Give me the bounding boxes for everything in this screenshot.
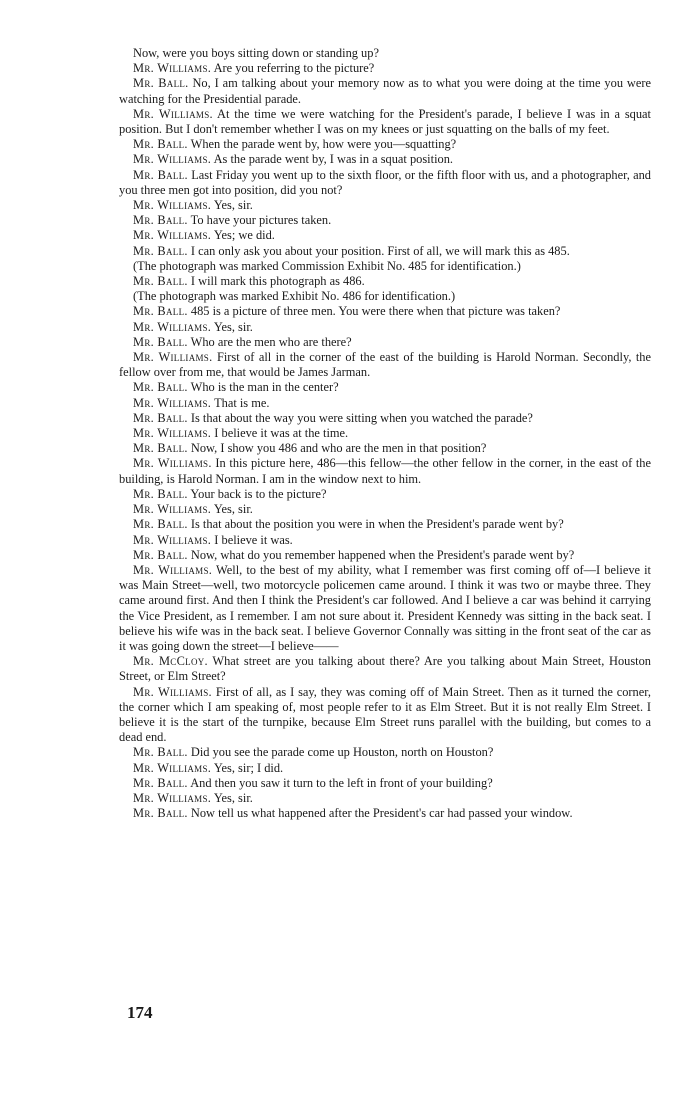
transcript-paragraph — [119, 244, 651, 259]
paragraph-text: That is me. — [214, 395, 270, 410]
speaker-name: Mr. Ball. — [133, 76, 189, 91]
transcript-paragraph — [119, 259, 651, 274]
transcript-paragraph — [119, 806, 651, 821]
speaker-name: Mr. Ball. — [133, 167, 188, 182]
paragraph-text: Your back is to the picture? — [190, 486, 327, 501]
transcript-paragraph — [119, 152, 651, 167]
speaker-name: Mr. Williams. — [133, 760, 212, 775]
paragraph-text: No, I am talking about your memory now as to what you were doing at the time you were watching for the Presidential parade. — [119, 76, 651, 106]
transcript-page — [119, 46, 651, 821]
transcript-paragraph — [119, 441, 651, 456]
transcript-paragraph — [119, 46, 651, 61]
page-number: 174 — [127, 1003, 153, 1022]
speaker-name: Mr. Williams. — [133, 198, 212, 213]
transcript-paragraph — [119, 304, 651, 319]
speaker-name: Mr. Ball. — [133, 274, 188, 289]
transcript-paragraph — [119, 380, 651, 395]
speaker-name: Mr. Williams. — [133, 228, 212, 243]
speaker-name: Mr. Williams. — [133, 395, 212, 410]
transcript-paragraph — [119, 168, 651, 198]
speaker-name: Mr. Williams. — [133, 502, 212, 517]
transcript-paragraph — [119, 76, 651, 106]
speaker-name: Mr. Ball. — [133, 304, 188, 319]
transcript-body — [119, 46, 651, 821]
paragraph-text: When the parade went by, how were you—squatting? — [190, 137, 457, 152]
speaker-name: Mr. Williams. — [133, 319, 212, 334]
speaker-name: Mr. Williams. — [133, 532, 212, 547]
speaker-name: Mr. Ball. — [133, 380, 188, 395]
transcript-paragraph — [119, 289, 651, 304]
paragraph-text: Are you referring to the picture? — [213, 61, 375, 76]
transcript-paragraph — [119, 426, 651, 441]
speaker-name: Mr. Williams. — [133, 426, 212, 441]
transcript-paragraph — [119, 654, 651, 684]
paragraph-text: At the time we were watching for the President's parade, I believe I was in a squat position. But I don't remember whether I was on my knees or just squatting on the balls of my feet. — [119, 106, 651, 137]
paragraph-text: I can only ask you about your position. First of all, we will mark this as 485. — [190, 243, 570, 258]
paragraph-text: First of all in the corner of the east of the building is Harold Norman. Secondly, the fellow over from me, that would be James Jarman. — [119, 350, 651, 380]
speaker-name: Mr. Williams. — [133, 152, 212, 167]
transcript-paragraph — [119, 761, 651, 776]
paragraph-text: Did you see the parade come up Houston, north on Houston? — [190, 745, 494, 760]
speaker-name: Mr. Ball. — [133, 775, 188, 790]
transcript-paragraph — [119, 456, 651, 486]
paragraph-text: In this picture here, 486—this fellow—the other fellow in the corner, in the east of the building, is Harold Norman. I am in the window next to him. — [119, 456, 652, 486]
transcript-paragraph — [119, 776, 651, 791]
paragraph-text: Well, to the best of my ability, what I remember was first coming off of—I believe it was Main Street—well, two motorcycle policemen came around. I think it was two or maybe three. They came around first. And then I think the President's car followed. And I believe a car was behind it carrying the Vice President, as I remember. I am not sure about it. President Kennedy was sitting in the back seat. I believe his wife was in the back seat. I believe Governor Connally was sitting in the front seat of the car as it was going down the street—I believe—— — [119, 562, 652, 653]
transcript-paragraph — [119, 548, 651, 563]
speaker-name: Mr. Williams. — [133, 456, 212, 471]
paragraph-text: Yes, sir. — [213, 319, 253, 334]
speaker-name: Mr. Ball. — [133, 410, 188, 425]
transcript-paragraph — [119, 198, 651, 213]
paragraph-text: I believe it was. — [214, 532, 293, 547]
speaker-name: Mr. Ball. — [133, 213, 188, 228]
paragraph-text: Is that about the way you were sitting when you watched the parade? — [190, 410, 533, 425]
speaker-name: Mr. Williams. — [133, 350, 213, 365]
speaker-name: Mr. Ball. — [133, 517, 188, 532]
speaker-name: Mr. Williams. — [133, 790, 212, 805]
transcript-paragraph — [119, 502, 651, 517]
transcript-paragraph — [119, 685, 651, 746]
speaker-name: Mr. Ball. — [133, 441, 188, 456]
transcript-paragraph — [119, 213, 651, 228]
transcript-paragraph — [119, 487, 651, 502]
speaker-name: Mr. Williams. — [133, 562, 213, 577]
paragraph-text: Now, what do you remember happened when the President's parade went by? — [190, 547, 575, 562]
speaker-name: Mr. Williams. — [133, 61, 212, 76]
paragraph-text: Yes, sir. — [213, 198, 253, 213]
transcript-paragraph — [119, 745, 651, 760]
paragraph-text: Who are the men who are there? — [190, 334, 352, 349]
paragraph-text: Who is the man in the center? — [190, 380, 339, 395]
paragraph-text: Now tell us what happened after the President's car had passed your window. — [190, 806, 573, 821]
transcript-paragraph — [119, 563, 651, 654]
transcript-paragraph — [119, 533, 651, 548]
speaker-name: Mr. Ball. — [133, 486, 188, 501]
speaker-name: Mr. Williams. — [133, 684, 212, 699]
paragraph-text: 485 is a picture of three men. You were there when that picture was taken? — [190, 304, 561, 319]
transcript-paragraph — [119, 228, 651, 243]
paragraph-text: And then you saw it turn to the left in front of your building? — [190, 775, 493, 790]
paragraph-text: Now, I show you 486 and who are the men in that position? — [190, 441, 487, 456]
paragraph-text: To have your pictures taken. — [190, 213, 332, 228]
transcript-paragraph — [119, 335, 651, 350]
transcript-paragraph — [119, 320, 651, 335]
transcript-paragraph — [119, 274, 651, 289]
paragraph-text: What street are you talking about there? Are you talking about Main Street, Houston Street, or Elm Street? — [119, 654, 651, 684]
transcript-paragraph — [119, 350, 651, 380]
paragraph-text: I will mark this photograph as 486. — [190, 274, 365, 289]
speaker-name: Mr. Williams. — [133, 106, 213, 121]
paragraph-text: I believe it was at the time. — [214, 426, 349, 441]
speaker-name: Mr. McCloy. — [133, 654, 208, 669]
paragraph-text: Is that about the position you were in when the President's parade went by? — [190, 517, 564, 532]
transcript-paragraph — [119, 791, 651, 806]
transcript-paragraph — [119, 411, 651, 426]
paragraph-text: Last Friday you went up to the sixth floor, or the fifth floor with us, and a photographer, and you three men got into position, did you not? — [119, 167, 651, 197]
paragraph-text: Now, were you boys sitting down or standing up? — [133, 46, 379, 60]
paragraph-text: (The photograph was marked Exhibit No. 486 for identification.) — [133, 289, 456, 304]
transcript-paragraph — [119, 396, 651, 411]
transcript-paragraph — [119, 61, 651, 76]
paragraph-text: (The photograph was marked Commission Exhibit No. 485 for identification.) — [133, 258, 521, 273]
transcript-paragraph — [119, 107, 651, 137]
speaker-name: Mr. Ball. — [133, 137, 188, 152]
paragraph-text: First of all, as I say, they was coming off of Main Street. Then as it turned the corner, the corner which I am speaking of, most people refer to it as Elm Street. But it is not really Elm Street. I believe it is the start of the turnpike, because Elm Street runs parallel with the building, but comes to a dead end. — [119, 684, 651, 745]
paragraph-text: Yes, sir; I did. — [213, 760, 284, 775]
paragraph-text: As the parade went by, I was in a squat position. — [213, 152, 453, 167]
transcript-paragraph — [119, 517, 651, 532]
speaker-name: Mr. Ball. — [133, 806, 188, 821]
speaker-name: Mr. Ball. — [133, 334, 188, 349]
speaker-name: Mr. Ball. — [133, 547, 188, 562]
speaker-name: Mr. Ball. — [133, 243, 188, 258]
speaker-name: Mr. Ball. — [133, 745, 188, 760]
paragraph-text: Yes, sir. — [213, 790, 253, 805]
transcript-paragraph — [119, 137, 651, 152]
paragraph-text: Yes, sir. — [213, 502, 253, 517]
paragraph-text: Yes; we did. — [213, 228, 275, 243]
